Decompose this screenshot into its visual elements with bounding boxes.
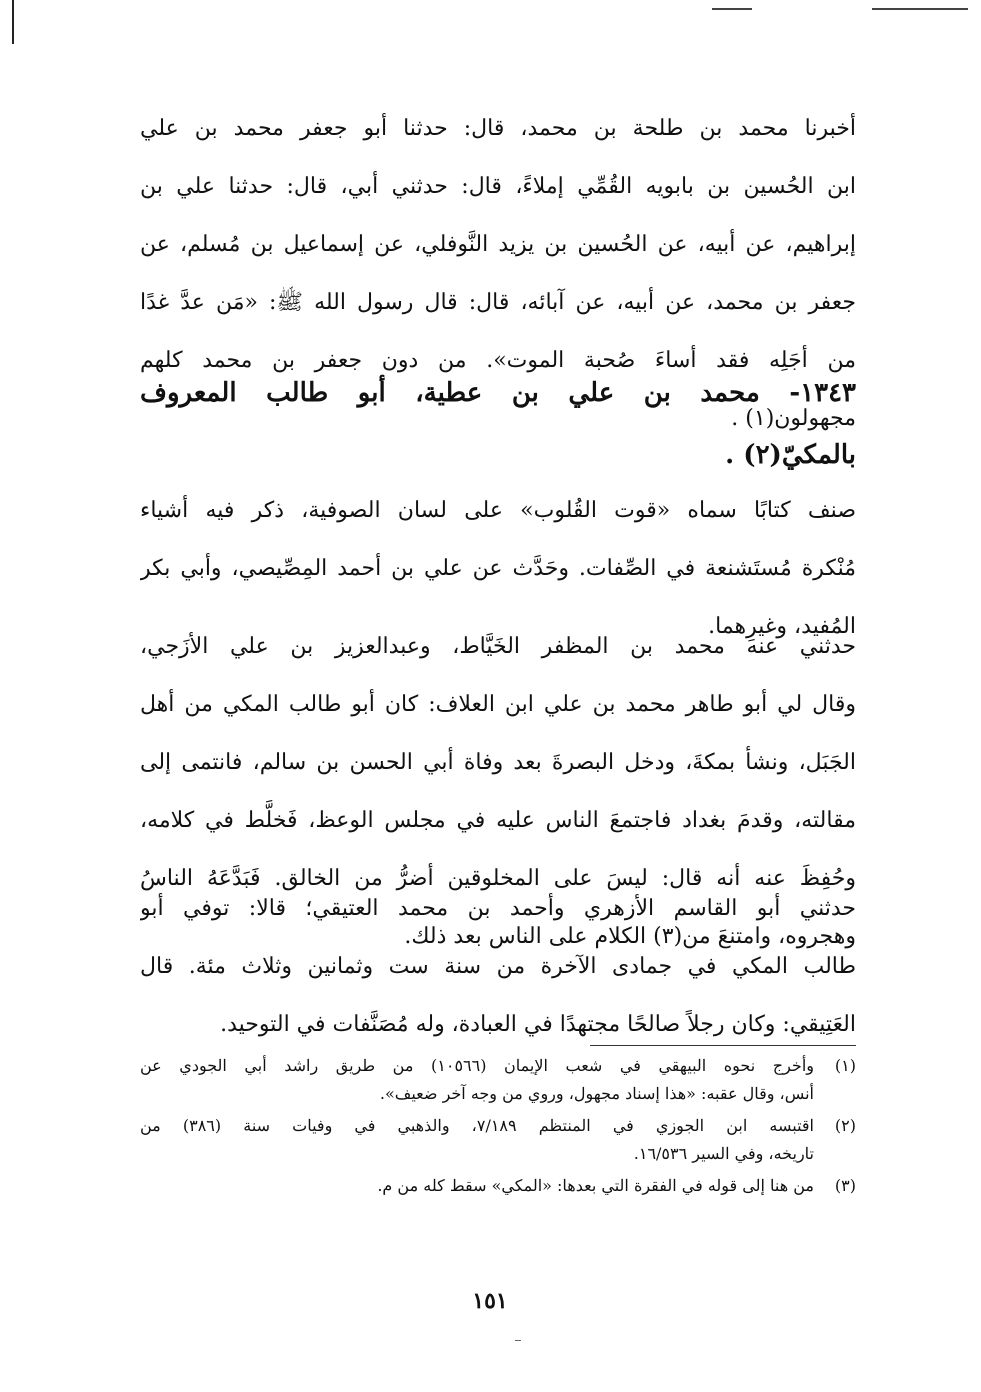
text-line: حدثني عنه محمد بن المظفر الخَيَّاط، وعبدالعزيز بن علي الأزَجي،: [140, 634, 856, 659]
paragraph-death-date: [140, 880, 856, 1054]
footnote: [140, 1112, 856, 1168]
text-line: إبراهيم، عن أبيه، عن الحُسين بن يزيد النَّوفلي، عن إسماعيل بن مُسلم، عن: [140, 232, 856, 257]
text-line: وحُفِظَ عنه أنه قال: ليسَ على المخلوقين أضرُّ من الخالق. فَبَدَّعَهُ الناسُ: [140, 866, 856, 891]
text-line: طالب المكي في جمادى الآخرة من سنة ست وثمانين وثلاث مئة. قال: [140, 954, 856, 979]
footnote-separator: [590, 1045, 856, 1046]
footnote: [140, 1052, 856, 1108]
heading-line: ١٣٤٣- محمد بن علي بن عطية، أبو طالب المعروف: [140, 378, 856, 408]
footnote: [140, 1172, 856, 1200]
scan-top-dash: [872, 8, 968, 10]
footnote-line: من هنا إلى قوله في الفقرة التي بعدها: «المكي» سقط كله من م.: [377, 1176, 814, 1195]
text-line: المُفيد، وغيرِهما.: [708, 614, 856, 639]
footnote-number: (١): [834, 1056, 856, 1075]
text-line: العَتِيقي: وكان رجلاً صالحًا مجتهدًا في العبادة، وله مُصَنَّفات في التوحيد.: [220, 1012, 856, 1037]
text-line: مجهولون(١) .: [731, 406, 856, 431]
footnote-number: (٣): [834, 1176, 856, 1195]
footnotes: [140, 1052, 856, 1204]
text-line: صنف كتابًا سماه «قوت القُلوب» على لسان الصوفية، ذكر فيه أشياء: [140, 498, 856, 523]
text-line: حدثني أبو القاسم الأزهري وأحمد بن محمد العتيقي؛ قالا: توفي أبو: [140, 896, 856, 921]
scan-top-dash: [712, 8, 752, 10]
page-number: ١٥١: [472, 1288, 508, 1314]
scan-bottom-mark: [515, 1340, 521, 1341]
footnote-line: تاريخه، وفي السير ١٦/٥٣٦.: [633, 1144, 814, 1163]
text-line: الجَبَل، ونشأ بمكةَ، ودخل البصرةَ بعد وفاة أبي الحسن بن سالم، فانتمى إلى: [140, 750, 856, 775]
footnote-line: وأخرج نحوه البيهقي في شعب الإيمان (١٠٥٦٦) من طريق راشد أبي الجودي عن: [140, 1056, 814, 1075]
scan-margin-mark: [12, 0, 14, 44]
text-line: ابن الحُسين بن بابويه القُمِّي إملاءً، قال: حدثني أبي، قال: حدثنا علي بن: [140, 174, 856, 199]
heading-line: بالمكيّ(٢) .: [725, 440, 856, 470]
text-line: وهجروه، وامتنعَ من(٣) الكلام على الناس بعد ذلك.: [404, 924, 856, 949]
text-line: مقالته، وقدمَ بغداد فاجتمعَ الناس عليه في مجلس الوعظ، فَخلَّط في كلامه،: [140, 808, 856, 833]
text-line: وقال لي أبو طاهر محمد بن علي ابن العلاف: كان أبو طالب المكي من أهل: [140, 692, 856, 717]
text-line: أخبرنا محمد بن طلحة بن محمد، قال: حدثنا أبو جعفر محمد بن علي: [140, 116, 856, 141]
footnote-number: (٢): [834, 1116, 856, 1135]
text-line: جعفر بن محمد، عن أبيه، عن آبائه، قال: قال رسول الله ﷺ: «مَن عدَّ غدًا: [140, 290, 856, 315]
text-line: مُنْكرة مُستَشنعة في الصِّفات. وحَدَّث عن علي بن أحمد المِصِّيصي، وأبي بكر: [140, 556, 856, 581]
footnote-line: أنس، وقال عقبه: «هذا إسناد مجهول، وروي من وجه آخر ضعيف».: [379, 1084, 814, 1103]
footnote-line: اقتبسه ابن الجوزي في المنتظم ٧/١٨٩، والذهبي في وفيات سنة (٣٨٦) من: [140, 1116, 814, 1135]
entry-heading: [140, 362, 856, 486]
text-line: من أجَلِه فقد أساءَ صُحبة الموت». من دون جعفر بن محمد كلهم: [140, 348, 856, 373]
